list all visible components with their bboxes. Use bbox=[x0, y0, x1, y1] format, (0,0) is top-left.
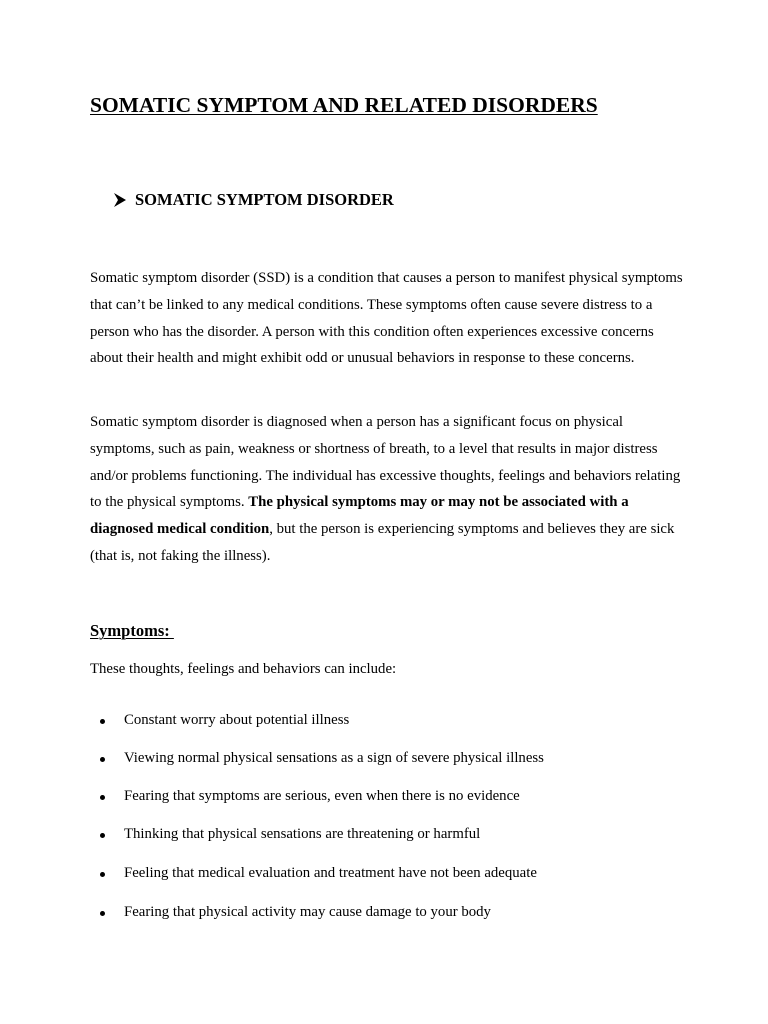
list-item bbox=[100, 904, 491, 921]
symptoms-heading: Symptoms: bbox=[90, 621, 174, 640]
list-item-text: Constant worry about potential illness bbox=[124, 712, 350, 728]
bullet-icon bbox=[100, 719, 105, 724]
list-item bbox=[100, 750, 544, 767]
paragraph-diagnosis-bold: The physical symptoms may or may not be associated with a diagnosed medical condition bbox=[90, 494, 629, 538]
paragraph-diagnosis-text-end: , but the person is experiencing symptoms and believes they are sick (that is, not faking the illness). bbox=[90, 521, 675, 564]
bullet-icon bbox=[100, 911, 105, 916]
page-title: SOMATIC SYMPTOM AND RELATED DISORDERS bbox=[90, 93, 598, 117]
bullet-icon bbox=[100, 757, 105, 762]
bullet-icon bbox=[100, 872, 105, 877]
list-item-text: Thinking that physical sensations are threatening or harmful bbox=[124, 826, 481, 842]
paragraph-diagnosis bbox=[90, 409, 690, 570]
bullet-icon bbox=[100, 795, 105, 800]
list-item-text: Feeling that medical evaluation and treatment have not been adequate bbox=[124, 865, 537, 881]
list-item-text: Fearing that symptoms are serious, even when there is no evidence bbox=[124, 788, 520, 804]
list-item-text: Viewing normal physical sensations as a sign of severe physical illness bbox=[124, 750, 544, 766]
list-item bbox=[100, 865, 537, 882]
section-heading-text: SOMATIC SYMPTOM DISORDER bbox=[135, 190, 394, 209]
bullet-icon bbox=[100, 833, 105, 838]
list-item-text: Fearing that physical activity may cause damage to your body bbox=[124, 904, 491, 920]
paragraph-diagnosis-text: Somatic symptom disorder is diagnosed when a person has a significant focus on physical symptoms, such as pain, weakness or shortness of breath, to a level that results in major distress and/or problems functioning. The individual has excessive thoughts, feelings and behaviors relating to the physical symptoms. bbox=[90, 414, 681, 511]
list-item bbox=[100, 712, 349, 729]
symptoms-intro: These thoughts, feelings and behaviors can include: bbox=[90, 661, 397, 677]
paragraph-definition: Somatic symptom disorder (SSD) is a condition that causes a person to manifest physical symptoms that can’t be linked to any medical conditions. These symptoms often cause severe distress to a person who has the disorder. A person with this condition often experiences excessive concerns about their health and might exhibit odd or unusual behaviors in response to these concerns. bbox=[90, 270, 683, 367]
section-heading bbox=[113, 190, 394, 210]
list-item bbox=[100, 826, 480, 843]
arrow-right-icon bbox=[113, 192, 127, 208]
list-item bbox=[100, 788, 520, 805]
